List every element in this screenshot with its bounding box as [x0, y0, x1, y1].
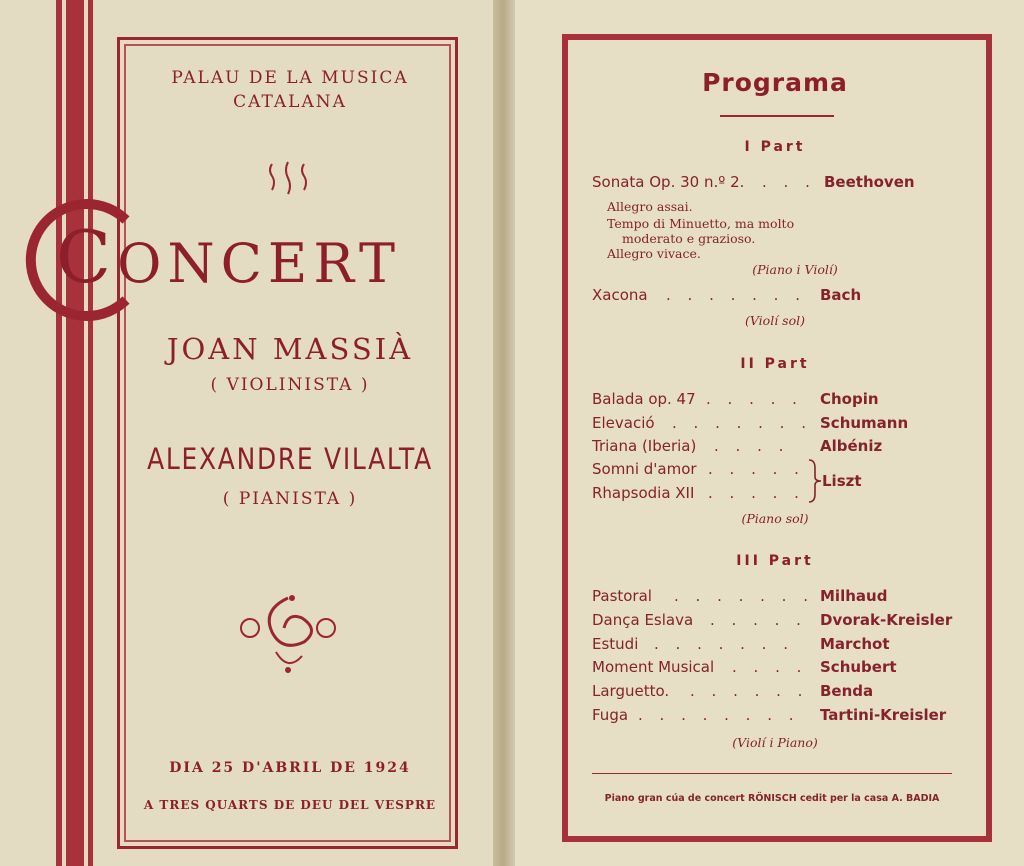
- program-row: [592, 658, 962, 680]
- program-row: [592, 682, 962, 704]
- leader-dots: . . . . .: [710, 611, 807, 629]
- movement: moderato e grazioso.: [622, 231, 756, 246]
- part-heading: III Part: [736, 553, 814, 569]
- program-row: [592, 587, 962, 609]
- performer1-name: JOAN MASSIÀ: [166, 332, 414, 366]
- leader-dots: . . . . . . .: [654, 635, 794, 653]
- composer: Bach: [820, 286, 862, 304]
- leader-dots: . . .: [762, 173, 816, 191]
- performance-note: (Piano sol): [741, 511, 809, 526]
- leader-dots: . . . . .: [708, 460, 805, 478]
- program-row: [592, 460, 962, 482]
- work-title: Rhapsodia XII: [592, 484, 695, 502]
- performance-note: (Violí i Piano): [732, 735, 818, 750]
- work-title: Elevació: [592, 414, 655, 432]
- movement: Allegro assai.: [607, 199, 693, 214]
- concert-rest: ONCERT: [117, 232, 402, 295]
- composer: Dvorak-Kreisler: [820, 611, 953, 629]
- program-row: [592, 437, 962, 459]
- part-heading: II Part: [740, 356, 810, 372]
- program-title: Programa: [702, 68, 848, 97]
- concert-date: DIA 25 D'ABRIL DE 1924: [169, 760, 411, 776]
- concert-title: [56, 215, 402, 299]
- performance-note: (Violí sol): [745, 313, 805, 328]
- concert-time: A TRES QUARTS DE DEU DEL VESPRE: [143, 798, 437, 812]
- leader-dots: . . . . .: [708, 484, 805, 502]
- venue-name: [120, 66, 460, 114]
- work-title: Larguetto.: [592, 682, 670, 700]
- program-row: [592, 484, 962, 506]
- footer-credit: Piano gran cúa de concert RÖNISCH cedit per la casa A. BADIA: [604, 793, 940, 804]
- composer: Milhaud: [820, 587, 888, 605]
- leader-dots: . . . . . . . .: [638, 706, 800, 724]
- composer: Albéniz: [820, 437, 883, 455]
- composer: Marchot: [820, 635, 890, 653]
- performer2-name: ALEXANDRE VILALTA: [147, 442, 433, 476]
- composer: Benda: [820, 682, 874, 700]
- work-title: Xacona: [592, 286, 648, 304]
- bracket-composer: Liszt: [822, 472, 862, 490]
- performer2-role: ( PIANISTA ): [222, 489, 358, 509]
- leader-dots: . . . . . . .: [666, 286, 806, 304]
- work-title: Dança Eslava: [592, 611, 694, 629]
- movement: Tempo di Minuetto, ma molto: [607, 216, 795, 231]
- composer: Schumann: [820, 414, 909, 432]
- performance-note: (Piano i Violí): [752, 262, 838, 277]
- leader-dots: . . . .: [732, 658, 808, 676]
- leader-dots: . . . .: [714, 437, 790, 455]
- work-title: Triana (Iberia): [592, 437, 697, 455]
- lyre-ornament-icon: [266, 160, 310, 196]
- leader-dots: . . . . . . .: [674, 587, 814, 605]
- leader-dots: . . . . .: [706, 390, 803, 408]
- concert-initial: C: [56, 215, 118, 299]
- decorative-stripe: [88, 0, 93, 866]
- work-title: Fuga: [592, 706, 629, 724]
- program-row: [592, 414, 962, 436]
- work-title: Balada op. 47: [592, 390, 696, 408]
- work-title: Estudi: [592, 635, 639, 653]
- title-divider: [720, 115, 834, 117]
- page-spine: [493, 0, 515, 866]
- venue-line2: CATALANA: [233, 92, 347, 112]
- work-title: Somni d'amor: [592, 460, 697, 478]
- movement: Allegro vivace.: [607, 246, 701, 261]
- monogram-ornament-icon: [232, 590, 344, 676]
- program-row: [592, 635, 962, 657]
- composer: Beethoven: [824, 173, 915, 191]
- leader-dots: . . . . . .: [690, 682, 809, 700]
- part-heading: I Part: [744, 139, 806, 155]
- program-row: [592, 286, 962, 308]
- program-row: [592, 611, 962, 633]
- footer-divider: [592, 773, 952, 774]
- performer1-role: ( VIOLINISTA ): [210, 375, 370, 395]
- work-title: Moment Musical: [592, 658, 715, 676]
- work-title: Sonata Op. 30 n.º 2.: [592, 173, 745, 191]
- composer: Schubert: [820, 658, 897, 676]
- venue-line1: PALAU DE LA MUSICA: [171, 68, 409, 88]
- bracket-icon: [807, 458, 823, 504]
- composer: Chopin: [820, 390, 879, 408]
- program-row: [592, 390, 962, 412]
- work-title: Pastoral: [592, 587, 652, 605]
- program-row: [592, 706, 962, 728]
- decorative-stripe: [56, 0, 62, 866]
- decorative-stripe: [66, 0, 84, 866]
- leader-dots: . . . . . . .: [672, 414, 812, 432]
- program-row: [592, 173, 962, 195]
- composer: Tartini-Kreisler: [820, 706, 947, 724]
